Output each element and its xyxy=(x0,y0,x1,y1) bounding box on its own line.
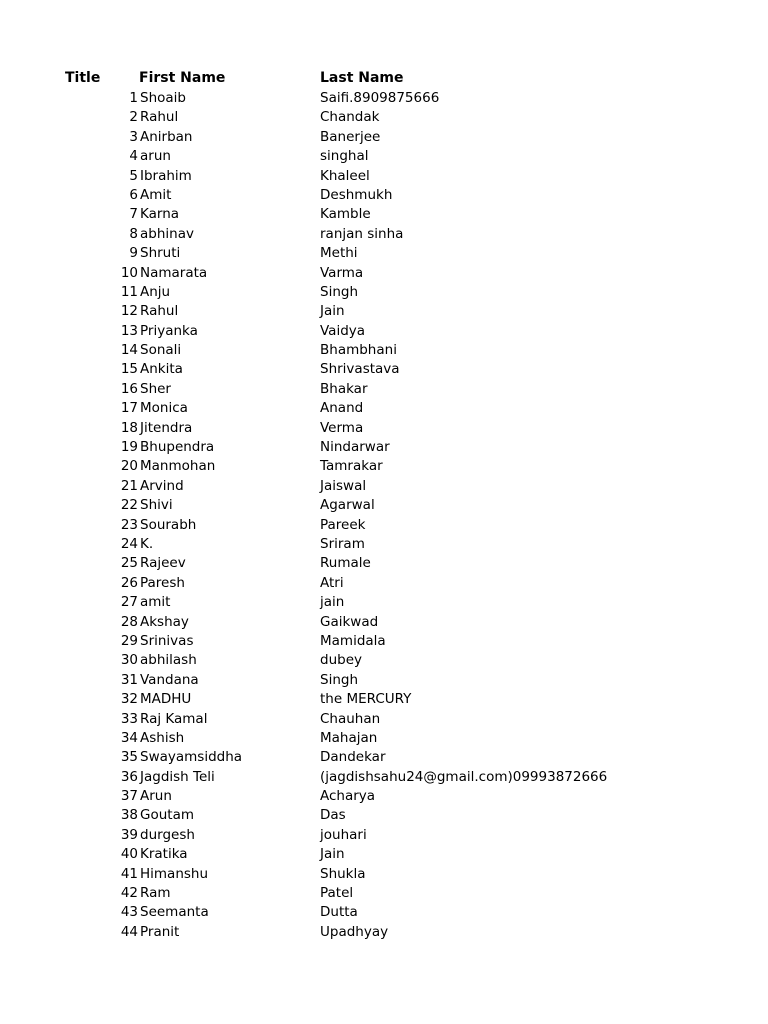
first-name-cell: Anirban xyxy=(140,128,193,145)
row-number: 3 xyxy=(129,128,138,145)
last-name-cell: Upadhyay xyxy=(320,923,389,940)
first-name-cell: Anju xyxy=(140,283,171,300)
table-row xyxy=(0,283,768,302)
last-name-cell: (jagdishsahu24@gmail.com)09993872666 xyxy=(320,768,608,785)
first-name-cell: Karna xyxy=(140,206,180,223)
table-header-row xyxy=(0,68,768,89)
table-row xyxy=(0,516,768,535)
last-name-cell: Dutta xyxy=(320,904,358,921)
last-name-cell: Shrivastava xyxy=(320,361,400,378)
first-name-cell: Kratika xyxy=(140,846,188,863)
table-row xyxy=(0,477,768,496)
last-name-cell: jain xyxy=(320,594,345,611)
row-number: 20 xyxy=(120,458,138,475)
table-row xyxy=(0,729,768,748)
first-name-cell: Ram xyxy=(140,885,171,902)
first-name-cell: Arun xyxy=(140,788,172,805)
last-name-cell: Shukla xyxy=(320,865,366,882)
table-row xyxy=(0,244,768,263)
first-name-cell: Shruti xyxy=(140,245,181,262)
table-row xyxy=(0,205,768,224)
table-row xyxy=(0,380,768,399)
last-name-cell: Pareek xyxy=(320,516,366,533)
last-name-cell: dubey xyxy=(320,652,362,669)
last-name-cell: Nindarwar xyxy=(320,439,390,456)
table-row xyxy=(0,845,768,864)
first-name-cell: Sourabh xyxy=(140,516,197,533)
last-name-cell: Deshmukh xyxy=(320,186,393,203)
first-name-cell: abhinav xyxy=(140,225,194,242)
last-name-cell: jouhari xyxy=(320,826,367,843)
row-number: 11 xyxy=(120,283,138,300)
last-name-cell: ranjan sinha xyxy=(320,225,404,242)
last-name-cell: Varma xyxy=(320,264,364,281)
table-row xyxy=(0,128,768,147)
first-name-cell: Raj Kamal xyxy=(140,710,208,727)
row-number: 35 xyxy=(120,749,138,766)
first-name-cell: Jagdish Teli xyxy=(140,768,215,785)
header-first-name: First Name xyxy=(139,70,226,86)
last-name-cell: Chauhan xyxy=(320,710,381,727)
table-row xyxy=(0,147,768,166)
row-number: 14 xyxy=(120,342,138,359)
first-name-cell: Rajeev xyxy=(140,555,186,572)
row-number: 6 xyxy=(129,186,138,203)
last-name-cell: Chandak xyxy=(320,109,380,126)
row-number: 15 xyxy=(120,361,138,378)
first-name-cell: Sonali xyxy=(140,342,182,359)
name-list-table xyxy=(0,68,768,942)
row-number: 10 xyxy=(120,264,138,281)
first-name-cell: Ashish xyxy=(140,729,185,746)
row-number: 36 xyxy=(120,768,138,785)
first-name-cell: amit xyxy=(140,594,171,611)
last-name-cell: Singh xyxy=(320,283,359,300)
first-name-cell: Namarata xyxy=(140,264,208,281)
table-row xyxy=(0,574,768,593)
first-name-cell: Monica xyxy=(140,400,188,417)
last-name-cell: Anand xyxy=(320,400,364,417)
row-number: 1 xyxy=(129,90,138,106)
last-name-cell: Mahajan xyxy=(320,729,378,746)
last-name-cell: Agarwal xyxy=(320,497,375,514)
first-name-cell: Swayamsiddha xyxy=(140,749,243,766)
first-name-cell: Sher xyxy=(140,380,171,397)
first-name-cell: abhilash xyxy=(140,652,197,669)
row-number: 9 xyxy=(129,245,138,262)
table-row xyxy=(0,593,768,612)
table-row xyxy=(0,710,768,729)
header-title: Title xyxy=(65,70,101,86)
table-row xyxy=(0,399,768,418)
last-name-cell: Atri xyxy=(320,574,344,591)
last-name-cell: Bhambhani xyxy=(320,342,397,359)
last-name-cell: Mamidala xyxy=(320,632,386,649)
table-row xyxy=(0,535,768,554)
last-name-cell: Methi xyxy=(320,245,358,262)
row-number: 28 xyxy=(120,613,138,630)
row-number: 43 xyxy=(120,904,138,921)
last-name-cell: Verma xyxy=(320,419,364,436)
row-number: 5 xyxy=(129,167,138,184)
row-number: 25 xyxy=(120,555,138,572)
last-name-cell: Saifi.8909875666 xyxy=(320,90,440,106)
row-number: 34 xyxy=(120,729,138,746)
last-name-cell: Jain xyxy=(320,303,345,320)
last-name-cell: Gaikwad xyxy=(320,613,379,630)
table-row xyxy=(0,438,768,457)
table-row xyxy=(0,884,768,903)
row-number: 13 xyxy=(120,322,138,339)
first-name-cell: Priyanka xyxy=(140,322,198,339)
first-name-cell: Arvind xyxy=(140,477,184,494)
header-last-name: Last Name xyxy=(320,70,404,86)
table-row xyxy=(0,806,768,825)
row-number: 37 xyxy=(120,788,138,805)
first-name-cell: Shivi xyxy=(140,497,173,514)
row-number: 4 xyxy=(129,148,138,165)
last-name-cell: Sriram xyxy=(320,535,365,552)
row-number: 23 xyxy=(120,516,138,533)
row-number: 7 xyxy=(129,206,138,223)
last-name-cell: Rumale xyxy=(320,555,371,572)
table-row xyxy=(0,903,768,922)
table-row xyxy=(0,186,768,205)
first-name-cell: Rahul xyxy=(140,109,179,126)
last-name-cell: Patel xyxy=(320,885,354,902)
last-name-cell: Das xyxy=(320,807,346,824)
row-number: 31 xyxy=(120,671,138,688)
row-number: 22 xyxy=(120,497,138,514)
table-row xyxy=(0,787,768,806)
first-name-cell: K. xyxy=(140,535,154,552)
table-row xyxy=(0,748,768,767)
first-name-cell: Bhupendra xyxy=(140,439,215,456)
table-row xyxy=(0,419,768,438)
row-number: 27 xyxy=(120,594,138,611)
table-row xyxy=(0,341,768,360)
table-row xyxy=(0,671,768,690)
row-number: 8 xyxy=(129,225,138,242)
first-name-cell: arun xyxy=(140,148,171,165)
last-name-cell: Kamble xyxy=(320,206,371,223)
first-name-cell: Amit xyxy=(140,186,172,203)
last-name-cell: Bhakar xyxy=(320,380,368,397)
first-name-cell: Ibrahim xyxy=(140,167,192,184)
last-name-cell: singhal xyxy=(320,148,369,165)
table-row xyxy=(0,108,768,127)
row-number: 39 xyxy=(120,826,138,843)
row-number: 38 xyxy=(120,807,138,824)
last-name-cell: Acharya xyxy=(320,788,376,805)
table-row xyxy=(0,632,768,651)
row-number: 42 xyxy=(120,885,138,902)
table-row xyxy=(0,457,768,476)
table-row xyxy=(0,167,768,186)
table-row xyxy=(0,923,768,942)
row-number: 44 xyxy=(120,923,138,940)
row-number: 17 xyxy=(120,400,138,417)
first-name-cell: durgesh xyxy=(140,826,195,843)
first-name-cell: Seemanta xyxy=(140,904,209,921)
last-name-cell: Banerjee xyxy=(320,128,381,145)
first-name-cell: Shoaib xyxy=(140,90,186,106)
row-number: 18 xyxy=(120,419,138,436)
table-row xyxy=(0,322,768,341)
last-name-cell: Jain xyxy=(320,846,345,863)
row-number: 16 xyxy=(120,380,138,397)
row-number: 19 xyxy=(120,439,138,456)
row-number: 32 xyxy=(120,691,138,708)
first-name-cell: Goutam xyxy=(140,807,194,824)
row-number: 30 xyxy=(120,652,138,669)
last-name-cell: Singh xyxy=(320,671,359,688)
first-name-cell: Rahul xyxy=(140,303,179,320)
table-row xyxy=(0,826,768,845)
table-row xyxy=(0,89,768,108)
row-number: 41 xyxy=(120,865,138,882)
last-name-cell: Tamrakar xyxy=(320,458,383,475)
row-number: 26 xyxy=(120,574,138,591)
first-name-cell: MADHU xyxy=(140,691,192,708)
row-number: 29 xyxy=(120,632,138,649)
first-name-cell: Srinivas xyxy=(140,632,194,649)
last-name-cell: Khaleel xyxy=(320,167,370,184)
table-row xyxy=(0,302,768,321)
last-name-cell: Vaidya xyxy=(320,322,366,339)
first-name-cell: Jitendra xyxy=(140,419,193,436)
last-name-cell: the MERCURY xyxy=(320,691,412,708)
table-row xyxy=(0,225,768,244)
row-number: 24 xyxy=(120,535,138,552)
table-row xyxy=(0,360,768,379)
row-number: 12 xyxy=(120,303,138,320)
first-name-cell: Vandana xyxy=(140,671,199,688)
row-number: 33 xyxy=(120,710,138,727)
first-name-cell: Akshay xyxy=(140,613,189,630)
row-number: 40 xyxy=(120,846,138,863)
table-row xyxy=(0,613,768,632)
table-row xyxy=(0,651,768,670)
table-row xyxy=(0,865,768,884)
table-row xyxy=(0,768,768,787)
table-row xyxy=(0,690,768,709)
first-name-cell: Ankita xyxy=(140,361,183,378)
first-name-cell: Pranit xyxy=(140,923,180,940)
last-name-cell: Dandekar xyxy=(320,749,386,766)
last-name-cell: Jaiswal xyxy=(320,477,367,494)
first-name-cell: Paresh xyxy=(140,574,185,591)
table-row xyxy=(0,264,768,283)
row-number: 21 xyxy=(120,477,138,494)
table-row xyxy=(0,554,768,573)
row-number: 2 xyxy=(129,109,138,126)
first-name-cell: Himanshu xyxy=(140,865,209,882)
table-row xyxy=(0,496,768,515)
first-name-cell: Manmohan xyxy=(140,458,216,475)
table-body xyxy=(0,89,768,942)
